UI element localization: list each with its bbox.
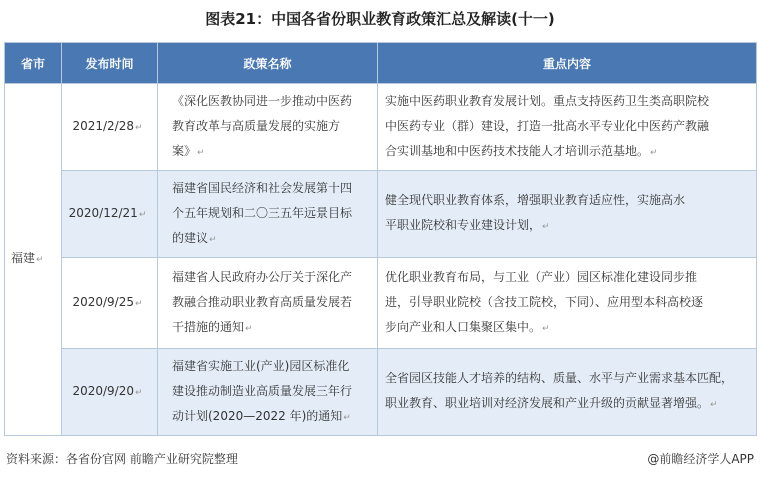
content-line: 中医药专业（群）建设，打造一批高水平专业化中医药产教融 — [385, 118, 710, 133]
return-mark: ↵ — [134, 387, 143, 398]
return-mark: ↵ — [542, 222, 550, 232]
return-mark: ↵ — [138, 209, 147, 220]
policy-line: 福建省国民经济和社会发展第十四 — [172, 180, 353, 195]
policy-line: 福建省人民政府办公厅关于深化产 — [172, 269, 353, 284]
policy-line: 福建省实施工业(产业)园区标准化 — [172, 358, 350, 373]
policy-line: 建设推动制造业高质量发展三年行 — [172, 383, 353, 398]
header-content: 重点内容 — [378, 43, 757, 84]
return-mark: ↵ — [245, 323, 253, 334]
return-mark: ↵ — [542, 323, 550, 334]
return-mark: ↵ — [36, 255, 44, 265]
content-line: 步向产业和人口集聚区集中。 — [385, 319, 542, 334]
header-date: 发布时间 — [62, 43, 158, 84]
content-cell — [378, 349, 757, 436]
policy-line: 《深化医教协同进一步推动中医药 — [172, 93, 353, 108]
date-cell — [62, 258, 158, 349]
table-row — [5, 258, 757, 349]
header-policy: 政策名称 — [158, 43, 378, 84]
date-text: 2020/9/25 — [72, 294, 134, 309]
policy-line: 教融合推动职业教育高质量发展若 — [172, 294, 353, 309]
policy-line: 的建议 — [172, 230, 209, 245]
province-cell — [5, 84, 62, 436]
return-mark: ↵ — [134, 122, 143, 133]
province-text: 福建 — [11, 251, 36, 265]
policy-cell — [158, 349, 378, 436]
date-text: 2020/12/21 — [68, 205, 138, 220]
return-mark: ↵ — [710, 400, 718, 410]
table-body — [5, 84, 757, 436]
policy-line: 动计划(2020—2022 年)的通知 — [172, 408, 343, 423]
page-title: 图表21：中国各省份职业教育政策汇总及解读(十一) — [205, 10, 555, 28]
table-row — [5, 349, 757, 436]
policy-table — [4, 42, 757, 436]
content-line: 职业教育、职业培训对经济发展和产业升级的贡献显著增强。 — [385, 396, 710, 410]
policy-line: 教育改革与高质量发展的实施方 — [172, 118, 341, 133]
table-row — [5, 171, 757, 258]
date-text: 2020/9/20 — [72, 383, 134, 398]
content-cell — [378, 258, 757, 349]
content-cell — [378, 171, 757, 258]
return-mark: ↵ — [650, 147, 658, 158]
date-cell — [62, 171, 158, 258]
source-note: 资料来源：各省份官网 前瞻产业研究院整理 — [6, 452, 238, 466]
date-cell — [62, 349, 158, 436]
header-province: 省市 — [5, 43, 62, 84]
content-line: 优化职业教育布局，与工业（产业）园区标准化建设同步推 — [385, 269, 698, 284]
content-line: 全省园区技能人才培养的结构、质量、水平与产业需求基本匹配， — [385, 371, 734, 385]
content-line: 实施中医药职业教育发展计划。重点支持医药卫生类高职院校 — [385, 93, 710, 108]
date-text: 2021/2/28 — [72, 118, 134, 133]
date-cell — [62, 84, 158, 171]
content-line: 平职业院校和专业建设计划， — [385, 218, 542, 232]
policy-line: 案》 — [172, 143, 197, 158]
return-mark: ↵ — [209, 234, 217, 245]
content-cell — [378, 84, 757, 171]
content-line: 合实训基地和中医药技术技能人才培训示范基地。 — [385, 143, 650, 158]
policy-cell — [158, 171, 378, 258]
table-header-row — [5, 43, 757, 84]
content-line: 健全现代职业教育体系，增强职业教育适应性，实施高水 — [385, 193, 686, 207]
return-mark: ↵ — [343, 412, 351, 423]
brand-credit: @前瞻经济学人APP — [647, 452, 754, 466]
content-line: 进，引导职业院校（含技工院校，下同）、应用型本科高校逐 — [385, 294, 704, 309]
policy-line: 个五年规划和二〇三五年远景目标 — [172, 205, 353, 220]
table-row — [5, 84, 757, 171]
policy-cell — [158, 258, 378, 349]
policy-line: 干措施的通知 — [172, 319, 245, 334]
return-mark: ↵ — [197, 147, 205, 158]
return-mark: ↵ — [134, 298, 143, 309]
policy-cell — [158, 84, 378, 171]
